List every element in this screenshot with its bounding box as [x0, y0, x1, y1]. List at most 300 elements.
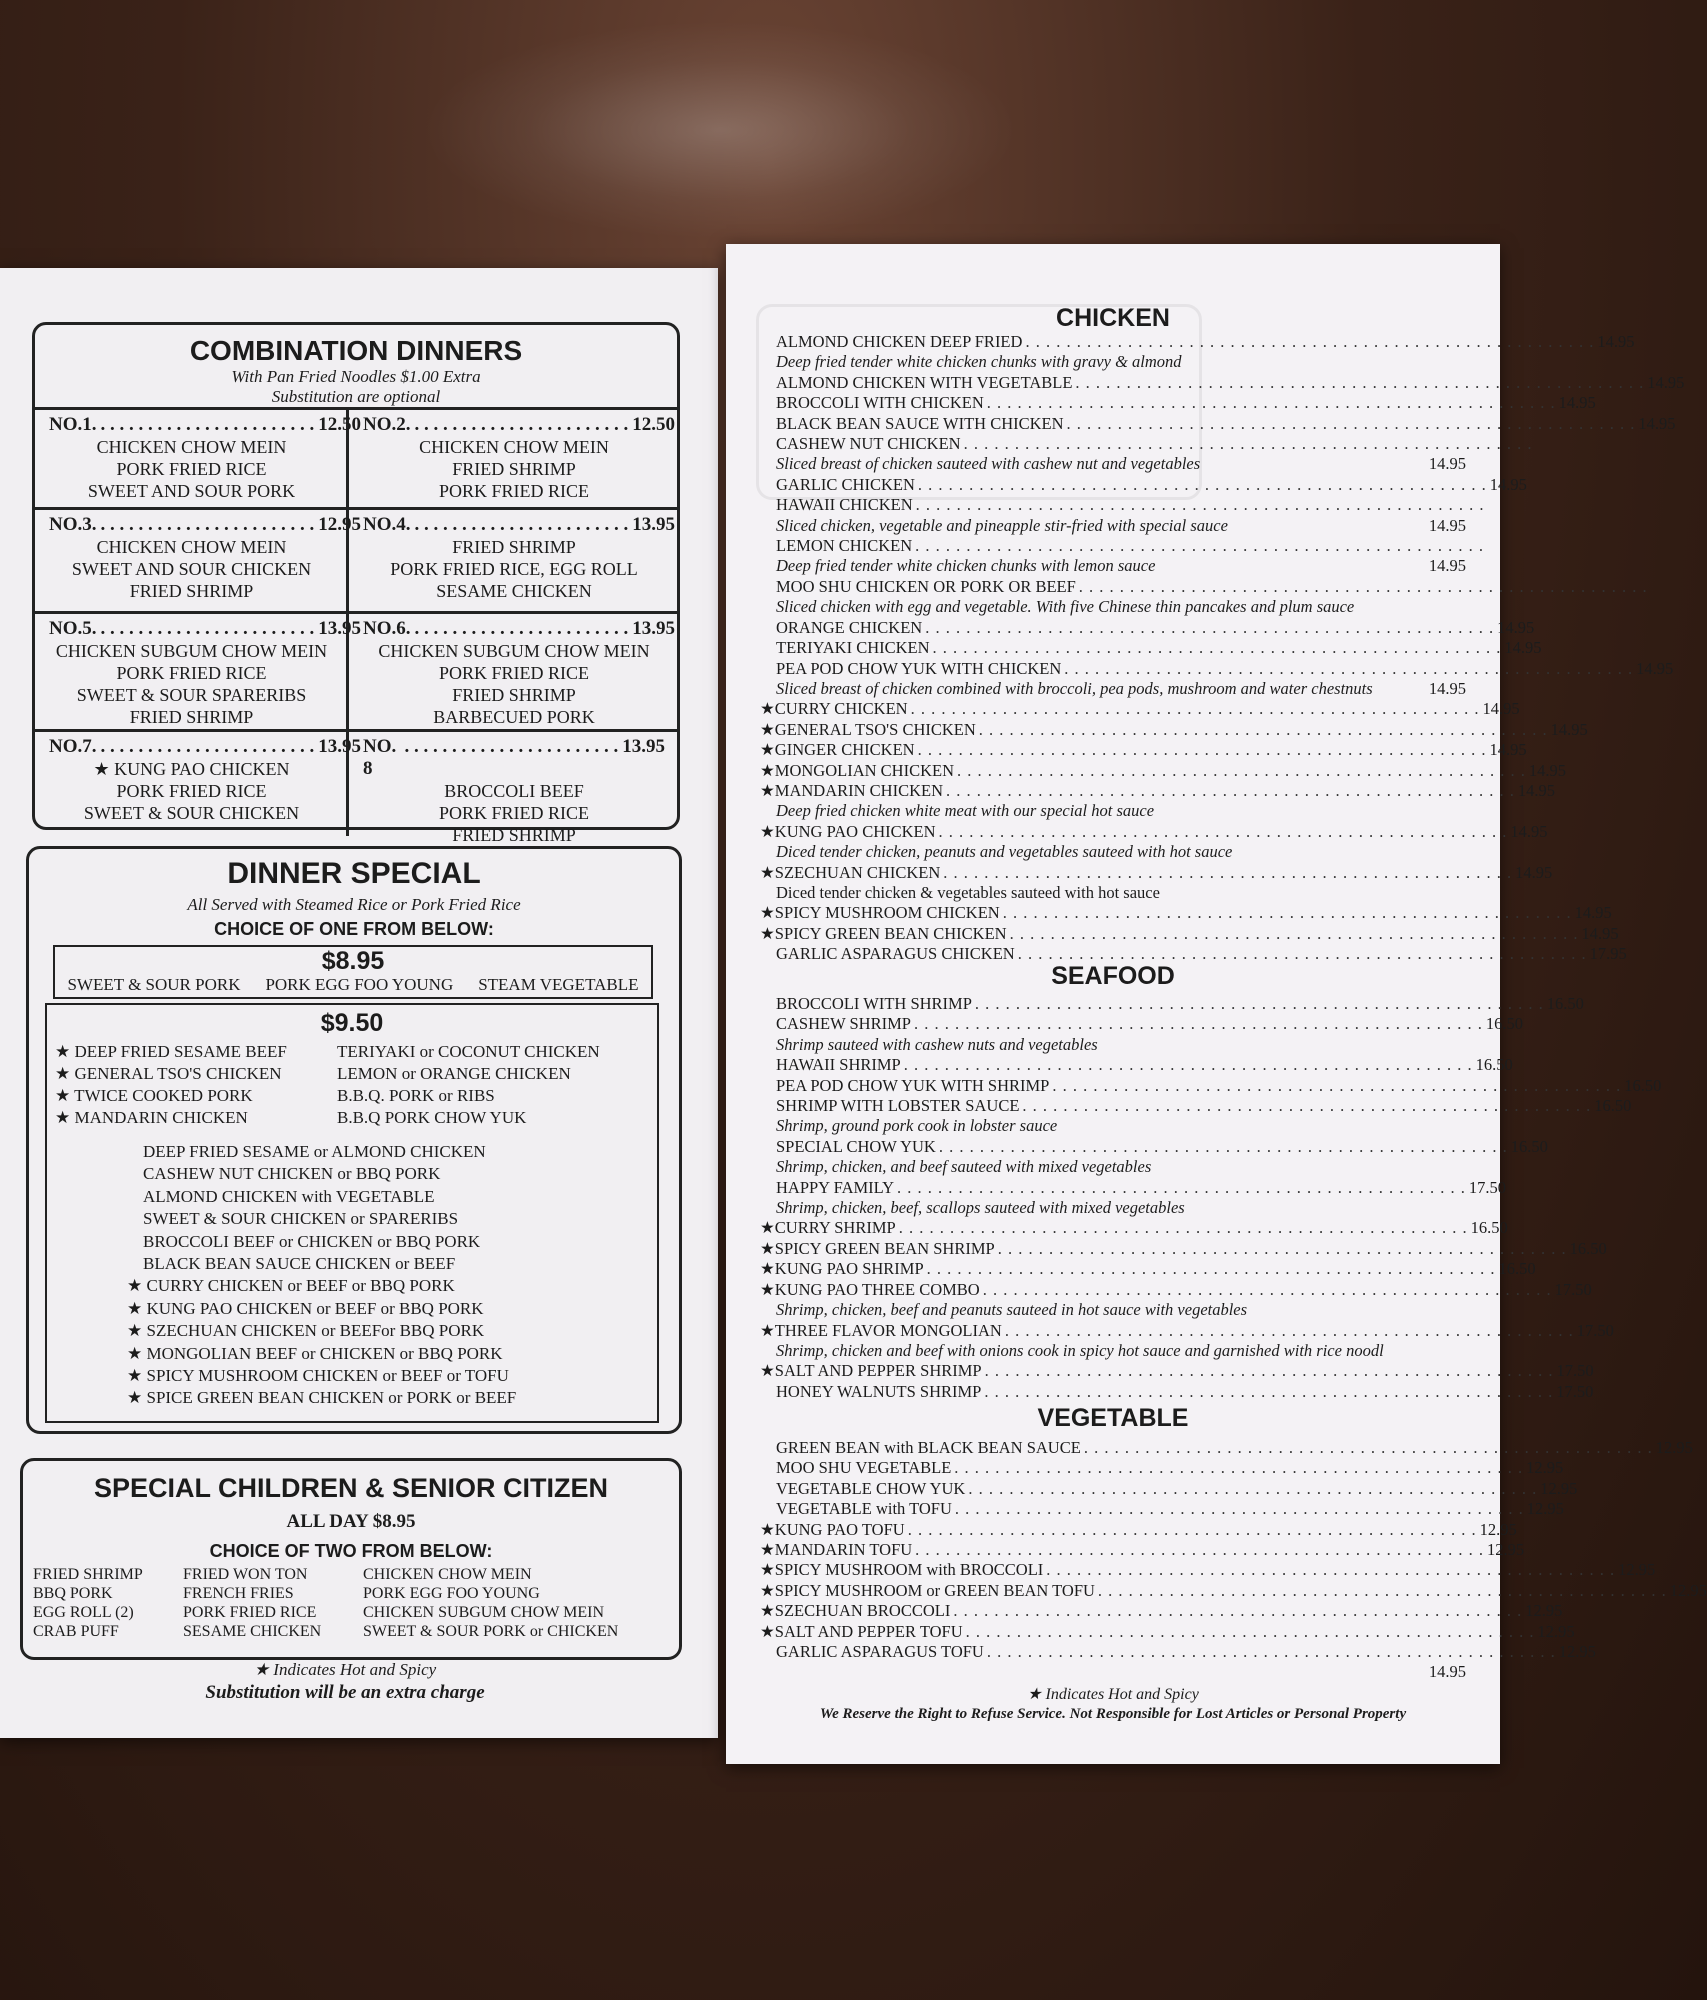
menu-item-price: 14.95: [1497, 617, 1535, 637]
menu-item-name: LEMON CHICKEN: [776, 536, 913, 556]
combo-price: 13.95: [318, 736, 361, 757]
combo-price: 12.95: [318, 514, 361, 535]
leader-dots: . . . . . . . . . . . . . . . . . . . . . . . . . . . . . . . . . . . . . . . . . . . . . . . . . . . . . . . .: [968, 1478, 1538, 1498]
tier1-item: SWEET & SOUR PORK: [67, 975, 241, 994]
menu-item-name: VEGETABLE with TOFU: [776, 1499, 952, 1519]
menu-item-price: 16.50: [1624, 1075, 1662, 1095]
menu-item-row: [760, 1279, 1592, 1300]
hot-spicy-star-icon: ★: [760, 780, 775, 800]
menu-item-name: ORANGE CHICKEN: [776, 617, 923, 637]
menu-item-row: [776, 474, 1527, 495]
leader-dots: . . . . . . . . . . . . . . . . . . . . . . . . . . . . . . . . . . . . . . . . . . . . . . . . . . . . . . . .: [953, 1601, 1523, 1621]
menu-item-description: Sliced chicken with egg and vegetable. With five Chinese thin pancakes and plum sauce: [776, 597, 1355, 617]
menu-item-price: 16.50: [1546, 994, 1584, 1013]
menu-item-price: 12.95: [1537, 1621, 1575, 1641]
children-column-1: [33, 1565, 183, 1641]
leader-dots: . . . . . . . . . . . . . . . . . . . . . . . . . . . . . . . . . . . . . . . . . . . . . . . . . . . . . . . .: [1078, 576, 1648, 596]
combo-item: BROCCOLI BEEF: [444, 781, 584, 801]
tier2-left-column: [55, 1041, 337, 1129]
menu-item-name: SZECHUAN BROCCOLI: [774, 1601, 951, 1621]
menu-item-row: [760, 1259, 1536, 1279]
menu-description-row: [776, 1116, 1466, 1136]
combination-substitution-note: Substitution are optional: [271, 387, 441, 406]
combo-item: SWEET AND SOUR CHICKEN: [71, 559, 312, 579]
combo-number: NO.1.: [49, 414, 97, 435]
hot-spicy-star-icon: ★: [760, 740, 775, 760]
menu-item-name: SALT AND PEPPER TOFU: [774, 1621, 963, 1641]
combo-price: 12.50: [318, 414, 361, 435]
leader-dots: . . . . . . . . . . . . . . . . . . . . . . . . . . . . . . . . . . . . . . . . . . . . . . . . . . . . . . . .: [926, 1259, 1496, 1279]
leader-dots: . . . . . . . . . . . . . . . . . . . . . . .: [414, 414, 629, 435]
menu-item-row: [776, 413, 1676, 434]
menu-item-row: [760, 1320, 1614, 1341]
menu-item-description: Sliced breast of chicken combined with broccoli, pea pods, mushroom and water chestnuts: [776, 678, 1373, 698]
menu-item-name: GREEN BEAN with BLACK BEAN SAUCE: [776, 1438, 1081, 1457]
dinner-special-choice: CHOICE OF ONE FROM BELOW:: [214, 919, 494, 939]
tier2-left-item: ★ DEEP FRIED SESAME BEEF: [55, 1042, 287, 1061]
menu-item-description: Deep fried chicken white meat with our special hot sauce: [776, 801, 1155, 821]
leader-dots: . . . . . . . . . . . . . . . . . . . . . . .: [100, 618, 315, 639]
menu-item-price: 14.95: [1550, 719, 1588, 739]
leader-dots: . . . . . . . . . . . . . . . . . . . . . . . . . . . . . . . . . . . . . . . . . . . . . . . . . . . . . . . .: [954, 1458, 1524, 1478]
combo-price: 13.95: [632, 618, 675, 639]
menu-item-row: [760, 923, 1619, 944]
combo-cell-header: [49, 618, 361, 640]
menu-item-name: SPECIAL CHOW YUK: [776, 1136, 936, 1156]
combo-item: PORK FRIED RICE: [438, 481, 590, 501]
menu-item-price: 12.95: [1669, 1580, 1707, 1600]
menu-item-price: 16.50: [1485, 1014, 1523, 1034]
menu-item-description: Sliced breast of chicken sauteed with cashew nut and vegetables: [776, 454, 1201, 474]
leader-dots: . . . . . . . . . . . . . . . . . . . . . . . . . . . . . . . . . . . . . . . . . . . . . . . . . . . . . . . .: [957, 760, 1526, 780]
tier2-left-item: ★ TWICE COOKED PORK: [55, 1086, 253, 1105]
menu-item-name: VEGETABLE CHOW YUK: [776, 1478, 966, 1498]
seafood-list: [760, 994, 1662, 1402]
combo-item: PORK FRIED RICE: [116, 781, 267, 801]
menu-item-price: 14.95: [1428, 556, 1466, 576]
tier2-list-item: ALMOND CHICKEN with VEGETABLE: [143, 1186, 435, 1206]
menu-item-price: 17.50: [1468, 1177, 1506, 1197]
menu-item-price: 12.95: [1526, 1458, 1564, 1478]
combo-cell-header: [363, 514, 675, 536]
tier1-box: [53, 945, 653, 999]
menu-item-name: SPICY MUSHROOM with BROCCOLI: [774, 1560, 1044, 1580]
tier2-list-item: ★ MONGOLIAN BEEF or CHICKEN or BBQ PORK: [127, 1343, 503, 1363]
leader-dots: . . . . . . . . . . . . . . . . . . . . . . . . . . . . . . . . . . . . . . . . . . . . . . . . . . . . . . . .: [1075, 372, 1645, 392]
tier2-list-item: BLACK BEAN SAUCE CHICKEN or BEEF: [143, 1254, 456, 1274]
menu-item-name: CURRY SHRIMP: [774, 1218, 896, 1238]
menu-description-row: [776, 801, 1466, 821]
menu-item-row: [760, 699, 1520, 719]
combo-cell-header: [363, 736, 665, 780]
combo-cell-header: [49, 414, 361, 436]
menu-item-name: ALMOND CHICKEN WITH VEGETABLE: [776, 372, 1073, 392]
menu-description-row: [776, 556, 1466, 576]
menu-item-name: SPICY GREEN BEAN CHICKEN: [774, 923, 1007, 943]
children-option: CRAB PUFF: [33, 1623, 119, 1640]
combo-item: CHICKEN CHOW MEIN: [96, 437, 287, 457]
menu-item-row: [776, 1642, 1596, 1662]
combo-cell: [35, 732, 361, 836]
hot-spicy-star-icon: ★: [760, 760, 775, 780]
menu-item-name: HAWAII SHRIMP: [776, 1055, 901, 1075]
tier2-right-item: B.B.Q. PORK or RIBS: [337, 1086, 495, 1105]
menu-item-description: Sliced chicken, vegetable and pineapple stir-fried with special sauce: [776, 515, 1228, 535]
menu-item-price: 16.50: [1594, 1096, 1632, 1116]
menu-item-name: HAWAII CHICKEN: [776, 495, 913, 515]
menu-item-name: MONGOLIAN CHICKEN: [774, 760, 954, 780]
combo-item: CHICKEN CHOW MEIN: [96, 537, 287, 557]
menu-item-name: GINGER CHICKEN: [774, 740, 915, 760]
tier2-list-item: ★ CURRY CHICKEN or BEEF or BBQ PORK: [127, 1276, 455, 1296]
menu-item-row: [776, 495, 1485, 515]
combo-number: NO.4.: [363, 514, 411, 535]
menu-item-row: [776, 1055, 1513, 1075]
combo-item: SWEET & SOUR SPARERIBS: [76, 685, 307, 705]
leader-dots: . . . . . . . . . . . . . . . . . . . . . . . . . . . . . . . . . . . . . . . . . . . . . . . . . . . . . . . .: [965, 1621, 1535, 1641]
menu-item-row: [776, 1438, 1693, 1458]
leader-dots: . . . . . . . . . . . . . . . . . . . . . . . . . . . . . . . . . . . . . . . . . . . . . . . . . . . . . . . .: [986, 1642, 1556, 1662]
menu-item-price: 14.95: [1517, 780, 1556, 800]
hot-spicy-star-icon: ★: [760, 1519, 775, 1539]
menu-item-price: 14.95: [1581, 923, 1619, 943]
hot-spicy-star-icon: ★: [760, 1279, 775, 1299]
menu-item-row: [776, 1499, 1564, 1519]
leader-dots: . . . . . . . . . . . . . . . . . . . . . . . . . . . . . . . . . . . . . . . . . . . . . . . . . . . . . . . .: [1064, 658, 1634, 678]
leader-dots: . . . . . . . . . . . . . . . . . . . . . . . . . . . . . . . . . . . . . . . . . . . . . . . . . . . . . . . .: [997, 1238, 1567, 1258]
children-option: PORK EGG FOO YOUNG: [363, 1585, 540, 1602]
tier2-left-item: ★ MANDARIN CHICKEN: [55, 1108, 248, 1127]
combo-number: NO. 8: [363, 736, 397, 779]
tier2-price: $9.50: [320, 1009, 384, 1037]
menu-item-name: MANDARIN CHICKEN: [774, 780, 944, 800]
hot-spicy-star-icon: ★: [760, 821, 775, 841]
chicken-section-title: CHICKEN: [1056, 304, 1170, 332]
menu-description-row: [776, 842, 1466, 862]
menu-item-description: Shrimp, chicken and beef with onions cook in spicy hot sauce and garnished with rice noodl: [776, 1340, 1384, 1360]
leader-dots: . . . . . . . . . . . . . . . . . . . . . . .: [100, 514, 315, 535]
tier1-item: STEAM VEGETABLE: [478, 975, 639, 994]
menu-item-name: GARLIC CHICKEN: [776, 474, 915, 494]
children-column-3: [363, 1565, 663, 1641]
menu-item-row: [760, 821, 1548, 842]
leader-dots: . . . . . . . . . . . . . . . . . . . . . . . . . . . . . . . . . . . . . . . . . . . . . . . . . . . . . . . .: [982, 1279, 1552, 1299]
menu-item-row: [776, 1096, 1632, 1116]
combo-item: CHICKEN SUBGUM CHOW MEIN: [55, 641, 328, 661]
leader-dots: . . . . . . . . . . . . . . . . . . . . . . . . . . . . . . . . . . . . . . . . . . . . . . . . . . . . . . . .: [986, 393, 1556, 413]
leader-dots: . . . . . . . . . . . . . . . . . . . . . . . . . . . . . . . . . . . . . . . . . . . . . . . . . . . . . . . .: [915, 536, 1484, 556]
dinner-special-box: [26, 846, 682, 1434]
leader-dots: . . . . . . . . . . . . . . . . . . . . . . . . . . . . . . . . . . . . . . . . . . . . . . . . . . . . . . . .: [1004, 1320, 1574, 1340]
seafood-section-title: SEAFOOD: [1051, 962, 1175, 990]
hot-spicy-star-icon: ★: [760, 923, 775, 943]
menu-item-price: 14.95: [1638, 413, 1676, 433]
tier2-list-item: BROCCOLI BEEF or CHICKEN or BBQ PORK: [143, 1231, 481, 1251]
combo-price: 13.95: [622, 736, 665, 757]
menu-item-row: [776, 1177, 1506, 1198]
menu-item-price: 14.95: [1489, 474, 1527, 494]
menu-item-price: 16.50: [1498, 1259, 1536, 1279]
combo-item: PORK FRIED RICE: [438, 803, 590, 823]
tier2-list-item: DEEP FRIED SESAME or ALMOND CHICKEN: [143, 1142, 486, 1161]
children-option: PORK FRIED RICE: [183, 1604, 317, 1621]
menu-item-row: [776, 332, 1635, 352]
menu-description-row: [776, 1198, 1466, 1218]
menu-item-name: ALMOND CHICKEN DEEP FRIED: [776, 332, 1023, 351]
combo-cell: [349, 614, 677, 732]
menu-item-row: [760, 862, 1553, 883]
leader-dots: . . . . . . . . . . . . . . . . . . . . . . . . . . . . . . . . . . . . . . . . . . . . . . . . . . . . . . . .: [1025, 332, 1595, 351]
leader-dots: . . . . . . . . . . . . . . . . . . . . . . .: [414, 514, 629, 535]
substitution-charge-note: Substitution will be an extra charge: [205, 1682, 485, 1703]
menu-item-row: [760, 760, 1566, 781]
combination-grid: [35, 407, 677, 845]
menu-item-description: Shrimp, chicken, beef, scallops sauteed with mixed vegetables: [776, 1198, 1185, 1218]
children-options: [33, 1565, 673, 1641]
tier2-right-item: LEMON or ORANGE CHICKEN: [337, 1064, 571, 1083]
menu-item-row: [776, 393, 1596, 413]
leader-dots: . . . . . . . . . . . . . . . . . . . . . . . . . . . . . . . . . . . . . . . . . . . . . . . . . . . . . . . .: [978, 719, 1548, 739]
dinner-special-subtitle: All Served with Steamed Rice or Pork Fried Rice: [187, 895, 521, 914]
menu-item-name: MANDARIN TOFU: [774, 1540, 913, 1560]
menu-description-row: [776, 454, 1466, 474]
combo-number: NO.2.: [363, 414, 411, 435]
menu-item-row: [760, 1621, 1575, 1642]
menu-item-price: 14.95: [1597, 332, 1635, 351]
tier2-columns: [55, 1041, 645, 1129]
combination-dinners-title: COMBINATION DINNERS: [189, 335, 523, 366]
leader-dots: . . . . . . . . . . . . . . . . . . . . . . . . . . . . . . . . . . . . . . . . . . . . . . . . . . . . . . . .: [938, 821, 1508, 841]
hot-spicy-star-icon: ★: [760, 1259, 775, 1279]
menu-item-row: [776, 1014, 1523, 1034]
hot-spicy-star-icon: ★: [760, 699, 775, 719]
menu-item-name: CASHEW NUT CHICKEN: [776, 434, 961, 454]
menu-description-row: [776, 1341, 1466, 1361]
combo-cell-header: [49, 736, 361, 758]
menu-item-price: 14.95: [1428, 454, 1466, 474]
menu-description-row: [776, 1157, 1466, 1177]
leader-dots: . . . . . . . . . . . . . . . . . . . . . . . . . . . . . . . . . . . . . . . . . . . . . . . . . . . . . . . .: [1046, 1560, 1616, 1580]
combo-price: 12.50: [632, 414, 675, 435]
tier2-left-item: ★ GENERAL TSO'S CHICKEN: [55, 1064, 282, 1083]
tier2-list-item: ★ KUNG PAO CHICKEN or BEEF or BBQ PORK: [127, 1298, 484, 1318]
menu-item-row: [776, 1381, 1594, 1402]
menu-item-name: TERIYAKI CHICKEN: [776, 638, 930, 658]
menu-item-row: [776, 372, 1685, 393]
menu-item-name: GARLIC ASPARAGUS TOFU: [776, 1642, 984, 1662]
children-option: FRIED SHRIMP: [33, 1566, 143, 1583]
menu-item-description: Shrimp, ground pork cook in lobster sauce: [776, 1116, 1058, 1136]
combo-cell: [349, 732, 677, 845]
menu-item-row: [760, 1361, 1594, 1381]
vegetable-section-title: VEGETABLE: [1037, 1404, 1189, 1432]
menu-item-price: 12.95: [1479, 1519, 1517, 1539]
combo-cell: [349, 410, 677, 510]
combo-item: FRIED SHRIMP: [129, 707, 254, 727]
leader-dots: . . . . . . . . . . . . . . . . . . . . . . . . . . . . . . . . . . . . . . . . . . . . . . . . . . . . . . . .: [915, 1540, 1485, 1560]
tier2-list-item: ★ SZECHUAN CHICKEN or BEEFor BBQ PORK: [127, 1321, 485, 1341]
leader-dots: . . . . . . . . . . . . . . . . . . . . . . . . . . . . . . . . . . . . . . . . . . . . . . . . . . . . . . . .: [898, 1218, 1468, 1238]
menu-description-row: [776, 679, 1466, 699]
menu-item-price: 14.95: [1528, 760, 1566, 780]
combo-item: PORK FRIED RICE, EGG ROLL: [390, 559, 638, 579]
children-option: SESAME CHICKEN: [183, 1623, 322, 1640]
menu-description-row: [776, 352, 1466, 372]
menu-item-name: PEA POD CHOW YUK WITH SHRIMP: [776, 1075, 1050, 1095]
menu-item-price: 12.95: [1618, 1560, 1656, 1580]
combo-item: PORK FRIED RICE: [116, 459, 267, 479]
menu-item-description: Shrimp, chicken, and beef sauteed with mixed vegetables: [776, 1157, 1152, 1177]
menu-item-price: 12.95: [1540, 1478, 1578, 1498]
menu-item-name: SHRIMP WITH LOBSTER SAUCE: [776, 1096, 1020, 1116]
leader-dots: . . . . . . . . . . . . . . . . . . . . . . . . . . . . . . . . . . . . . . . . . . . . . . . . . . . . . . . .: [932, 638, 1502, 658]
menu-item-name: MOO SHU VEGETABLE: [776, 1458, 952, 1478]
tier2-right-item: TERIYAKI or COCONUT CHICKEN: [337, 1042, 600, 1061]
vegetable-list: [760, 1438, 1707, 1683]
menu-item-price: 17.95: [1589, 944, 1627, 964]
leader-dots: . . . . . . . . . . . . . . . . . . . . . . . . . . . . . . . . . . . . . . . . . . . . . . . . . . . . . . . .: [897, 1177, 1466, 1197]
hot-spicy-star-icon: ★: [760, 1560, 775, 1580]
table-light-reflection: [420, 20, 1020, 240]
menu-item-row: [776, 617, 1535, 638]
menu-item-price: 12.95: [1487, 1540, 1525, 1560]
children-option: EGG ROLL (2): [33, 1604, 134, 1621]
combination-subtitle: With Pan Fried Noodles $1.00 Extra: [231, 367, 481, 386]
menu-item-name: KUNG PAO SHRIMP: [774, 1259, 924, 1279]
children-column-2: [183, 1565, 363, 1641]
menu-item-description: Shrimp sauteed with cashew nuts and vegetables: [776, 1034, 1098, 1054]
combination-dinners-box: [32, 322, 680, 845]
tier1-price: $8.95: [321, 947, 385, 975]
leader-dots: . . . . . . . . . . . . . . . . . . . . . . . . . . . . . . . . . . . . . . . . . . . . . . . . . . . . . . . .: [917, 740, 1487, 760]
refuse-service-note: We Reserve the Right to Refuse Service. Not Responsible for Lost Articles or Personal Property: [819, 1706, 1407, 1722]
leader-dots: . . . . . . . . . . . . . . . . . . . . . . . . . . . . . . . . . . . . . . . . . . . . . . . . . . . . . . . .: [984, 1381, 1554, 1401]
menu-item-description: Shrimp, chicken, beef and peanuts sauteed in hot sauce with vegetables: [776, 1300, 1248, 1320]
combo-item: PORK FRIED RICE: [116, 663, 267, 683]
combo-item: ★ KUNG PAO CHICKEN: [93, 759, 290, 779]
combo-item: CHICKEN SUBGUM CHOW MEIN: [378, 641, 650, 661]
menu-item-row: [776, 1458, 1564, 1478]
menu-item-name: KUNG PAO CHICKEN: [774, 821, 936, 841]
children-option: CHICKEN CHOW MEIN: [363, 1566, 532, 1583]
hot-spicy-note-right: ★ Indicates Hot and Spicy: [1027, 1686, 1199, 1703]
children-option: BBQ PORK: [33, 1585, 113, 1602]
hot-spicy-star-icon: ★: [760, 1540, 775, 1560]
menu-item-name: BROCCOLI WITH CHICKEN: [776, 393, 984, 413]
combo-price: 13.95: [632, 514, 675, 535]
menu-item-row: [760, 780, 1556, 801]
menu-item-price: 12.95: [1525, 1601, 1563, 1621]
leader-dots: . . . . . . . . . . . . . . . . . . . . . . . . . . . . . . . . . . . . . . . . . . . . . . . . . . . . . . . .: [903, 1055, 1473, 1075]
combo-item: FRIED SHRIMP: [452, 685, 576, 705]
menu-item-price: 14.95: [1510, 821, 1548, 841]
tier1-item: PORK EGG FOO YOUNG: [265, 975, 454, 994]
menu-item-price: 14.95: [1636, 658, 1674, 678]
menu-item-row: [760, 1540, 1525, 1560]
leader-dots: . . . . . . . . . . . . . . . . . . . . . . . . . . . . . . . . . . . . . . . . . . . . . . . . . . . . . . . .: [910, 699, 1480, 719]
menu-item-price: 17.50: [1576, 1320, 1614, 1340]
tier2-right-item: B.B.Q PORK CHOW YUK: [337, 1108, 527, 1127]
menu-item-row: [760, 1519, 1517, 1540]
tier2-list: [127, 1141, 627, 1410]
menu-item-price: 14.95: [1428, 515, 1466, 535]
combo-cell: [349, 510, 677, 614]
tier2-list-item: ★ SPICE GREEN BEAN CHICKEN or PORK or BEEF: [127, 1388, 517, 1408]
children-option: FRIED WON TON: [183, 1566, 308, 1583]
leader-dots: . . . . . . . . . . . . . . . . . . . . . . . . . . . . . . . . . . . . . . . . . . . . . . . . . . . . . . . .: [915, 495, 1485, 515]
leader-dots: . . . . . . . . . . . . . . . . . . . . . . . . . . . . . . . . . . . . . . . . . . . . . . . . . . . . . . . .: [1022, 1096, 1592, 1116]
hot-spicy-star-icon: ★: [760, 1621, 775, 1641]
combo-item: BARBECUED PORK: [433, 707, 595, 727]
combo-number: NO.7.: [49, 736, 97, 757]
chicken-list: [760, 332, 1685, 965]
menu-item-price: 16.50: [1510, 1136, 1548, 1156]
menu-item-price: 12.95: [1558, 1642, 1596, 1662]
menu-item-price: 16.50: [1470, 1218, 1508, 1238]
leader-dots: . . . . . . . . . . . . . . . . . . . . . . .: [100, 736, 315, 757]
leader-dots: . . . . . . . . . . . . . . . . . . . . . . .: [404, 736, 619, 757]
tier2-right-column: [337, 1041, 637, 1129]
combo-cell: [35, 614, 361, 732]
leader-dots: . . . . . . . . . . . . . . . . . . . . . . . . . . . . . . . . . . . . . . . . . . . . . . . . . . . . . . . .: [943, 862, 1513, 882]
leader-dots: . . . . . . . . . . . . . . . . . . . . . . . . . . . . . . . . . . . . . . . . . . . . . . . . . . . . . . . .: [1009, 923, 1579, 943]
hot-spicy-star-icon: ★: [760, 1320, 775, 1340]
combo-number: NO.3.: [49, 514, 97, 535]
menu-item-row: [760, 1601, 1563, 1621]
leader-dots: . . . . . . . . . . . . . . . . . . . . . . .: [414, 618, 629, 639]
combo-item: SWEET AND SOUR PORK: [87, 481, 296, 501]
menu-item-description: Deep fried tender white chicken chunks with gravy & almond: [776, 352, 1182, 372]
menu-item-price: 17.50: [1556, 1381, 1594, 1401]
combo-cell-header: [49, 514, 361, 536]
menu-item-price: 14.95: [1574, 903, 1612, 923]
menu-item-row: [760, 1560, 1656, 1580]
menu-item-name: BROCCOLI WITH SHRIMP: [776, 994, 972, 1013]
menu-item-description: Diced tender chicken & vegetables sauteed with hot sauce: [776, 882, 1160, 902]
leader-dots: . . . . . . . . . . . . . . . . . . . . . . . . . . . . . . . . . . . . . . . . . . . . . . . . . . . . . . . .: [984, 1361, 1554, 1381]
combo-item: SWEET & SOUR CHICKEN: [83, 803, 300, 823]
menu-item-price: 14.95: [1489, 740, 1527, 760]
leader-dots: . . . . . . . . . . . . . . . . . . . . . . . . . . . . . . . . . . . . . . . . . . . . . . . . . . . . . . . .: [913, 1014, 1483, 1034]
combo-item: FRIED SHRIMP: [452, 825, 576, 845]
leader-dots: . . . . . . . . . . . . . . . . . . . . . . . . . . . . . . . . . . . . . . . . . . . . . . . . . . . . . . . .: [907, 1519, 1477, 1539]
combo-item: FRIED SHRIMP: [452, 459, 576, 479]
menu-description-row: [776, 1035, 1466, 1055]
children-senior-title: SPECIAL CHILDREN & SENIOR CITIZEN: [93, 1473, 609, 1503]
leader-dots: . . . . . . . . . . . . . . . . . . . . . . . . . . . . . . . . . . . . . . . . . . . . . . . . . . . . . . . .: [954, 1499, 1524, 1519]
combo-item: PORK FRIED RICE: [438, 663, 590, 683]
combo-cell-header: [363, 414, 675, 436]
tier2-list-item: CASHEW NUT CHICKEN or BBQ PORK: [143, 1164, 441, 1184]
tier2-list-item: ★ SPICY MUSHROOM CHICKEN or BEEF or TOFU: [127, 1366, 509, 1386]
leader-dots: . . . . . . . . . . . . . . . . . . . . . . . . . . . . . . . . . . . . . . . . . . . . . . . . . . . . . . . .: [917, 474, 1487, 494]
menu-item-row: [776, 1478, 1578, 1499]
combo-cell: [35, 410, 361, 510]
menu-item-price: 14.95: [1482, 699, 1520, 719]
menu-item-name: HONEY WALNUTS SHRIMP: [776, 1381, 982, 1401]
combo-number: NO.6.: [363, 618, 411, 639]
menu-item-name: KUNG PAO TOFU: [774, 1519, 905, 1539]
menu-item-row: [760, 903, 1612, 923]
dinner-special-title: DINNER SPECIAL: [227, 857, 481, 890]
menu-item-name: SALT AND PEPPER SHRIMP: [774, 1361, 982, 1381]
menu-item-row: [776, 434, 1533, 454]
menu-item-row: [760, 740, 1527, 760]
leader-dots: . . . . . . . . . . . . . . . . . . . . . . . . . . . . . . . . . . . . . . . . . . . . . . . . . . . . . . . .: [1017, 944, 1587, 964]
menu-description-row: [776, 597, 1466, 617]
combo-item: FRIED SHRIMP: [129, 581, 254, 601]
leader-dots: . . . . . . . . . . . . . . . . . . . . . . . . . . . . . . . . . . . . . . . . . . . . . . . . . . . . . . . .: [1002, 903, 1572, 923]
